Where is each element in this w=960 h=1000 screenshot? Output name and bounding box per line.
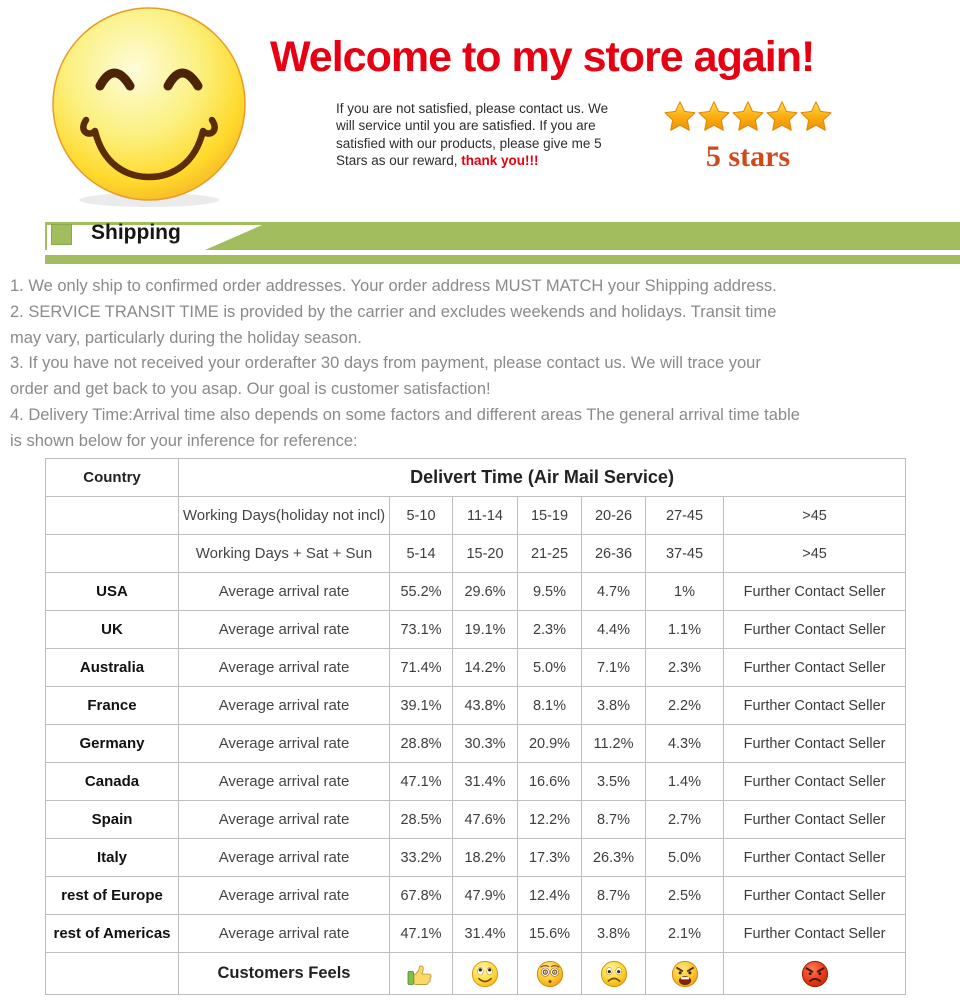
value-cell: 1.1% — [646, 611, 724, 649]
stars-box — [656, 98, 840, 174]
label-cell: Average arrival rate — [179, 801, 390, 839]
stars-label: 5 stars — [705, 140, 791, 173]
value-cell: 20-26 — [582, 497, 646, 535]
table-row — [46, 535, 906, 573]
value-cell: 5.0% — [646, 839, 724, 877]
value-cell: 26-36 — [582, 535, 646, 573]
value-cell: 2.1% — [646, 915, 724, 953]
value-cell: 39.1% — [390, 687, 453, 725]
policy-line: 2. SERVICE TRANSIT TIME is provided by the carrier and excludes weekends and holidays. Transit time — [10, 302, 777, 321]
note-cell: Further Contact Seller — [724, 611, 906, 649]
value-cell: 29.6% — [453, 573, 518, 611]
shipping-section-title: Shipping — [91, 221, 181, 244]
value-cell: 37-45 — [646, 535, 724, 573]
note-cell: Further Contact Seller — [724, 877, 906, 915]
label-cell: Average arrival rate — [179, 839, 390, 877]
star-icon — [662, 98, 698, 138]
table-row — [46, 459, 906, 497]
value-cell: 18.2% — [453, 839, 518, 877]
value-cell: 28.8% — [390, 725, 453, 763]
country-cell: Italy — [46, 839, 179, 877]
label-cell: Average arrival rate — [179, 915, 390, 953]
shipping-banner — [45, 222, 960, 250]
star-icon — [798, 98, 834, 138]
value-cell: 1% — [646, 573, 724, 611]
intro-line: If you are not satisfied, please contact us. We — [336, 101, 609, 116]
rage-face-icon — [724, 953, 906, 995]
table-row — [46, 801, 906, 839]
value-cell: 31.4% — [453, 763, 518, 801]
value-cell: 9.5% — [518, 573, 582, 611]
value-cell: 1.4% — [646, 763, 724, 801]
value-cell: 31.4% — [453, 915, 518, 953]
intro-line: will service until you are satisfied. If you are — [336, 118, 596, 134]
empty-cell — [46, 953, 179, 995]
value-cell: 3.8% — [582, 915, 646, 953]
country-cell: rest of Europe — [46, 877, 179, 915]
table-row — [46, 953, 906, 995]
policy-line: 1. We only ship to confirmed order addresses. Your order address MUST MATCH your Shipping address. — [10, 277, 777, 295]
note-cell: Further Contact Seller — [724, 839, 906, 877]
policy-line: is shown below for your inference for reference: — [10, 431, 358, 450]
dizzy-face-icon — [518, 953, 582, 995]
policy-line: may vary, particularly during the holiday season. — [10, 328, 362, 347]
table-row — [46, 915, 906, 953]
value-cell: 71.4% — [390, 649, 453, 687]
table-row — [46, 763, 906, 801]
note-cell: Further Contact Seller — [724, 573, 906, 611]
value-cell: 2.3% — [646, 649, 724, 687]
value-cell: 28.5% — [390, 801, 453, 839]
value-cell: 73.1% — [390, 611, 453, 649]
table-row — [46, 611, 906, 649]
label-cell: Average arrival rate — [179, 687, 390, 725]
value-cell: 8.1% — [518, 687, 582, 725]
value-cell: 8.7% — [582, 877, 646, 915]
page-title: Welcome to my store again! — [270, 33, 815, 81]
thumbs-up-icon — [390, 953, 453, 995]
value-cell: 11.2% — [582, 725, 646, 763]
value-cell: 21-25 — [518, 535, 582, 573]
value-cell: 3.5% — [582, 763, 646, 801]
value-cell: 67.8% — [390, 877, 453, 915]
intro-highlight: thank you!!! — [461, 153, 539, 169]
star-icon — [764, 98, 800, 138]
empty-cell — [46, 497, 179, 535]
delivery-header-cell: Delivert Time (Air Mail Service) — [179, 459, 906, 497]
value-cell: 30.3% — [453, 725, 518, 763]
stars-row — [656, 98, 840, 140]
value-cell: 2.7% — [646, 801, 724, 839]
value-cell: 55.2% — [390, 573, 453, 611]
delivery-table — [45, 458, 906, 995]
label-cell: Working Days(holiday not incl) — [179, 497, 390, 535]
value-cell: 2.5% — [646, 877, 724, 915]
value-cell: 2.2% — [646, 687, 724, 725]
value-cell: 11-14 — [453, 497, 518, 535]
value-cell: 27-45 — [646, 497, 724, 535]
table-row — [46, 877, 906, 915]
note-cell: Further Contact Seller — [724, 801, 906, 839]
note-cell: Further Contact Seller — [724, 915, 906, 953]
value-cell: 20.9% — [518, 725, 582, 763]
country-cell: Germany — [46, 725, 179, 763]
value-cell: 5.0% — [518, 649, 582, 687]
value-cell: 47.1% — [390, 915, 453, 953]
table-row — [46, 839, 906, 877]
value-cell: 5-10 — [390, 497, 453, 535]
sad-face-icon — [582, 953, 646, 995]
value-cell: 12.2% — [518, 801, 582, 839]
value-cell: 12.4% — [518, 877, 582, 915]
value-cell: 4.3% — [646, 725, 724, 763]
table-row — [46, 725, 906, 763]
value-cell: >45 — [724, 535, 906, 573]
label-cell: Average arrival rate — [179, 649, 390, 687]
angry-face-icon — [646, 953, 724, 995]
value-cell: 47.6% — [453, 801, 518, 839]
value-cell: 14.2% — [453, 649, 518, 687]
value-cell: 47.1% — [390, 763, 453, 801]
happy-face-icon — [453, 953, 518, 995]
label-cell: Average arrival rate — [179, 573, 390, 611]
value-cell: 15-19 — [518, 497, 582, 535]
star-icon — [696, 98, 732, 138]
country-cell: Canada — [46, 763, 179, 801]
label-cell: Average arrival rate — [179, 611, 390, 649]
policy-line: 3. If you have not received your orderafter 30 days from payment, please contact us. We will trace your — [10, 354, 761, 373]
country-header-cell: Country — [46, 459, 179, 497]
country-cell: rest of Americas — [46, 915, 179, 953]
country-cell: UK — [46, 611, 179, 649]
policy-line: 4. Delivery Time:Arrival time also depends on some factors and different areas The general arrival time table — [10, 405, 800, 424]
smiley-face-icon — [48, 2, 250, 208]
value-cell: 3.8% — [582, 687, 646, 725]
label-cell: Average arrival rate — [179, 725, 390, 763]
value-cell: 15.6% — [518, 915, 582, 953]
value-cell: 8.7% — [582, 801, 646, 839]
country-cell: Australia — [46, 649, 179, 687]
star-icon — [730, 98, 766, 138]
value-cell: 2.3% — [518, 611, 582, 649]
table-row — [46, 573, 906, 611]
value-cell: 33.2% — [390, 839, 453, 877]
label-strong-cell: Customers Feels — [179, 953, 390, 995]
label-cell: Average arrival rate — [179, 763, 390, 801]
policy-list — [10, 274, 954, 455]
value-cell: 5-14 — [390, 535, 453, 573]
label-cell: Average arrival rate — [179, 877, 390, 915]
value-cell: 43.8% — [453, 687, 518, 725]
note-cell: Further Contact Seller — [724, 725, 906, 763]
value-cell: 4.7% — [582, 573, 646, 611]
square-bullet-icon — [51, 224, 72, 245]
intro-text — [336, 100, 666, 170]
value-cell: >45 — [724, 497, 906, 535]
value-cell: 17.3% — [518, 839, 582, 877]
note-cell: Further Contact Seller — [724, 763, 906, 801]
intro-line: satisfied with our products, please give me 5 — [336, 135, 602, 151]
table-row — [46, 497, 906, 535]
empty-cell — [46, 535, 179, 573]
label-cell: Working Days + Sat + Sun — [179, 535, 390, 573]
banner-underline-bar — [45, 255, 960, 264]
country-cell: Spain — [46, 801, 179, 839]
table-body — [46, 459, 906, 995]
value-cell: 7.1% — [582, 649, 646, 687]
note-cell: Further Contact Seller — [724, 649, 906, 687]
value-cell: 47.9% — [453, 877, 518, 915]
country-cell: USA — [46, 573, 179, 611]
country-cell: France — [46, 687, 179, 725]
note-cell: Further Contact Seller — [724, 687, 906, 725]
policy-line: order and get back to you asap. Our goal is customer satisfaction! — [10, 380, 491, 399]
table-row — [46, 649, 906, 687]
value-cell: 26.3% — [582, 839, 646, 877]
table-row — [46, 687, 906, 725]
value-cell: 4.4% — [582, 611, 646, 649]
value-cell: 16.6% — [518, 763, 582, 801]
intro-line: Stars as our reward, thank you!!! — [336, 153, 539, 169]
value-cell: 19.1% — [453, 611, 518, 649]
value-cell: 15-20 — [453, 535, 518, 573]
